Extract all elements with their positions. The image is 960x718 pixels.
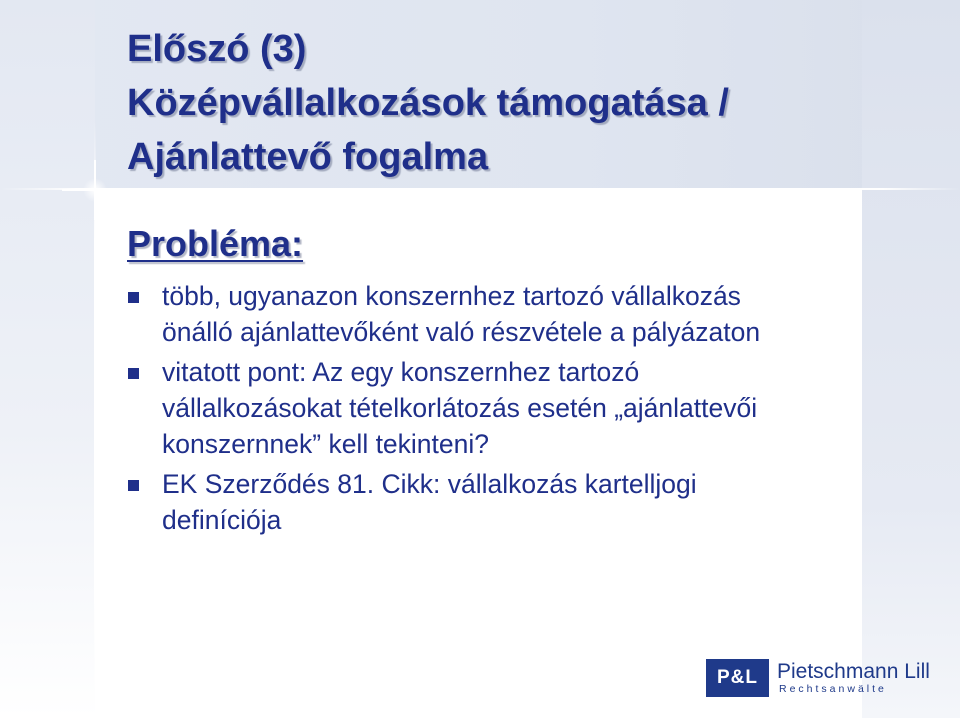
sparkle-icon bbox=[62, 160, 132, 220]
bullet-line: konszernnek” kell tekinteni? bbox=[162, 429, 490, 459]
section-heading: Probléma: bbox=[127, 223, 304, 264]
bullet-line: több, ugyanazon konszernhez tartozó vállalkozás bbox=[162, 281, 741, 311]
bullet-list bbox=[127, 278, 867, 542]
slide-title bbox=[127, 22, 847, 184]
slide-title-line: Ajánlattevő fogalma bbox=[127, 136, 489, 178]
square-bullet-icon bbox=[128, 368, 139, 379]
square-bullet-icon bbox=[128, 292, 139, 303]
bullet-line: vállalkozásokat tételkorlátozás esetén „ajánlattevői bbox=[162, 393, 758, 423]
square-bullet-icon bbox=[128, 480, 139, 491]
slide-title-line: Középvállalkozások támogatása / bbox=[127, 82, 729, 124]
bullet-line: definíciója bbox=[162, 505, 282, 535]
logo-mark: P&L bbox=[706, 659, 769, 697]
horizontal-divider-line bbox=[0, 188, 960, 190]
bullet-line: vitatott pont: Az egy konszernhez tartozó bbox=[162, 357, 640, 387]
background-left-band bbox=[0, 0, 95, 718]
logo-name: Pietschmann Lill bbox=[777, 660, 930, 683]
bullet-item bbox=[127, 466, 867, 538]
bullet-line: EK Szerződés 81. Cikk: vállalkozás kartelljogi bbox=[162, 469, 697, 499]
company-logo bbox=[706, 659, 930, 697]
bullet-line: önálló ajánlattevőként való részvétele a pályázaton bbox=[162, 317, 761, 347]
bullet-item bbox=[127, 354, 867, 462]
slide-title-line: Előszó (3) bbox=[127, 28, 307, 70]
bullet-item bbox=[127, 278, 867, 350]
logo-subtitle: Rechtsanwälte bbox=[779, 683, 887, 695]
logo-text bbox=[777, 661, 930, 695]
background-right-band bbox=[862, 0, 960, 718]
